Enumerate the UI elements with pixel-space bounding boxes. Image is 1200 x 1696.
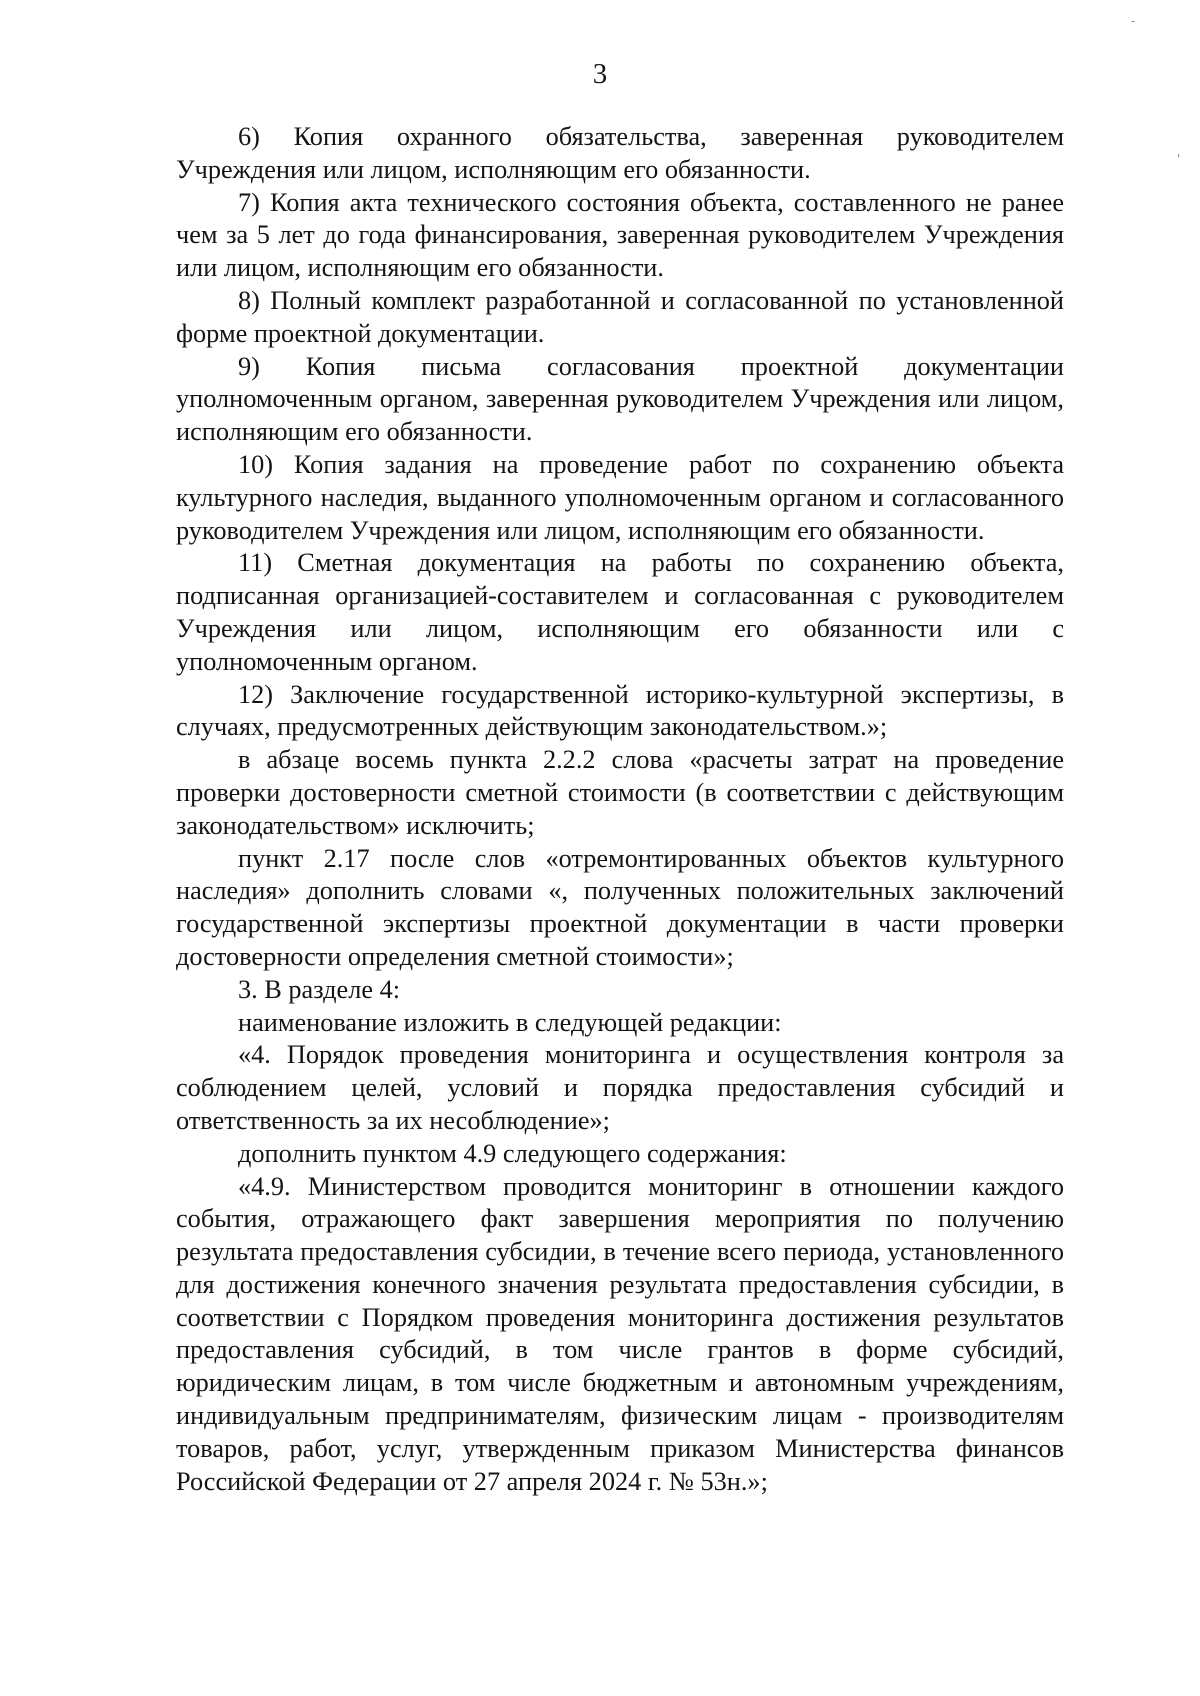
point-4-9-text: «4.9. Министерством проводится мониторинг в отношении каждого события, отражающего факт завершения мероприятия по получению результата предоставления субсидии, в течение всего периода, установленного для достижения конечного значения результата предоставления субсидии, в соответствии с Порядком проведения мониторинга достижения результатов предоставления субсидий, в том числе грантов в форме субсидий, юридическим лицам, в том числе бюджетным и автономным учреждениям, индивидуальным предпринимателям, физическим лицам - производителям товаров, работ, услуг, утвержденным приказом Министерства финансов Российской Федерации от 27 апреля 2024 г. № 53н.»;: [176, 1171, 1064, 1496]
scan-mark: -: [1131, 14, 1136, 28]
list-item-10: 10) Копия задания на проведение работ по сохранению объекта культурного наследия, выданного уполномоченным органом и согласованного руководителем Учреждения или лицом, исполняющим его обязанности.: [176, 449, 1064, 545]
amendment-paragraph-2-17: пункт 2.17 после слов «отремонтированных объектов культурного наследия» дополнить словами «, полученных положительных заключений государственной экспертизы проектной документации в части проверки достоверности определения сметной стоимости»;: [176, 843, 1064, 971]
scan-mark: ': [1177, 152, 1181, 166]
list-item-12: 12) Заключение государственной историко-культурной экспертизы, в случаях, предусмотренных действующим законодательством.»;: [176, 679, 1064, 742]
document-body: [176, 121, 1064, 1498]
section-4-heading: 3. В разделе 4:: [238, 974, 401, 1004]
section-4-new-title: «4. Порядок проведения мониторинга и осуществления контроля за соблюдением целей, условий и порядка предоставления субсидий и ответственность за их несоблюдение»;: [176, 1040, 1064, 1135]
list-item-9: 9) Копия письма согласования проектной документации уполномоченным органом, заверенная руководителем Учреждения или лицом, исполняющим его обязанности.: [176, 351, 1064, 447]
amendment-paragraph-2-2-2: в абзаце восемь пункта 2.2.2 слова «расчеты затрат на проведение проверки достоверности сметной стоимости (в соответствии с действующим законодательством» исключить;: [176, 745, 1064, 840]
list-item-6: 6) Копия охранного обязательства, заверенная руководителем Учреждения или лицом, исполняющим его обязанности.: [176, 122, 1064, 184]
list-item-7: 7) Копия акта технического состояния объекта, составленного не ранее чем за 5 лет до года финансирования, заверенная руководителем Учреждения или лицом, исполняющим его обязанности.: [176, 187, 1064, 283]
list-item-8: 8) Полный комплект разработанной и согласованной по установленной форме проектной документации.: [176, 285, 1064, 348]
page-number: 3: [592, 58, 608, 90]
list-item-11: 11) Сметная документация на работы по сохранению объекта, подписанная организацией-составителем и согласованная с руководителем Учреждения или лицом, исполняющим его обязанности или с уполномоченным органом.: [176, 548, 1064, 676]
section-4-name-instruction: наименование изложить в следующей редакции:: [238, 1007, 782, 1037]
add-point-4-9-instruction: дополнить пунктом 4.9 следующего содержания:: [238, 1138, 787, 1168]
